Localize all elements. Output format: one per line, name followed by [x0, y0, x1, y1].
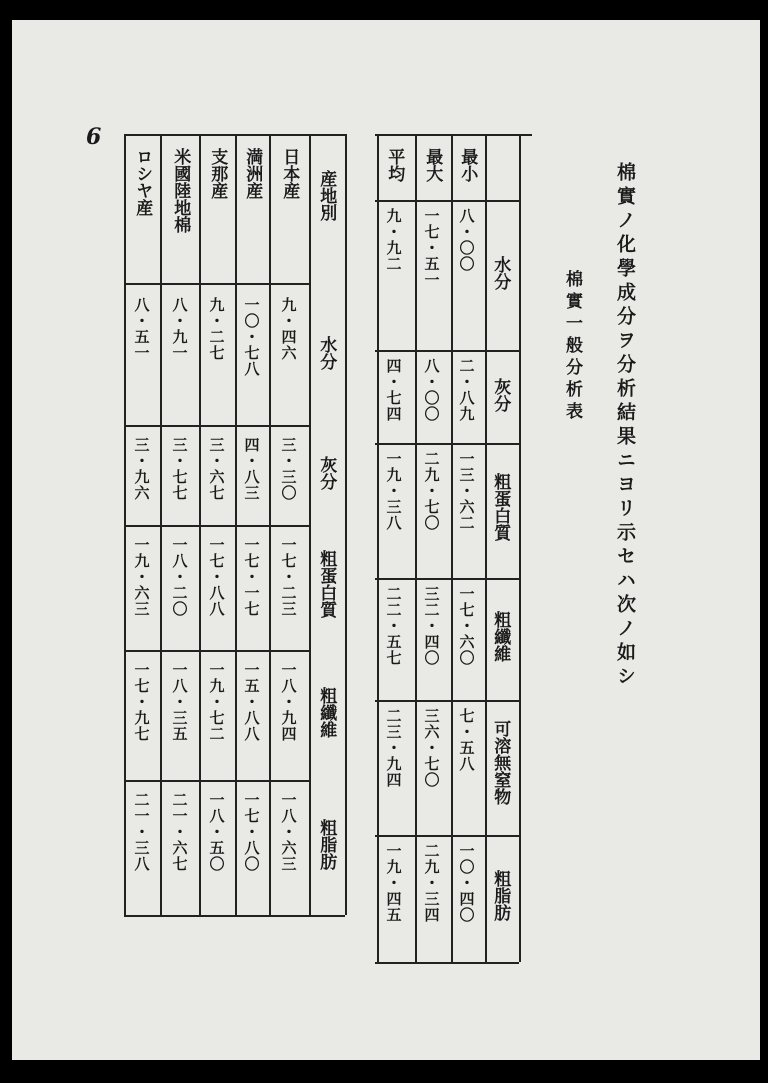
right-table-cell: 一七・六〇: [457, 586, 476, 666]
right-table-bottom-rule: [375, 962, 519, 964]
left-table-col-header: 粗纖維: [316, 686, 337, 738]
right-table-cell: 八・〇〇: [422, 358, 441, 422]
left-table-cell: 一七・八八: [207, 537, 226, 617]
left-table-row-header: 日本産: [279, 148, 300, 199]
right-table-row-rule: [375, 200, 519, 202]
left-table-cell: 三・七七: [170, 437, 189, 501]
right-table-separator: [485, 134, 487, 962]
left-table-cell: 四・八三: [242, 437, 261, 501]
right-table-separator: [519, 134, 521, 962]
left-table-cell: 一八・五〇: [207, 792, 226, 872]
right-table-cell: 二三・九四: [384, 708, 403, 788]
right-table-row-rule: [375, 835, 519, 837]
left-table-row-rule: [124, 283, 309, 285]
right-table-row-rule: [375, 350, 519, 352]
right-table-cell: 一〇・四〇: [457, 843, 476, 923]
right-table-col-header: 粗脂肪: [490, 870, 511, 921]
left-table-cell: 八・九一: [170, 297, 189, 361]
right-table-col-header: 粗纖維: [490, 610, 511, 662]
left-table-bottom-rule: [124, 915, 345, 917]
right-table-cell: 四・七四: [384, 358, 403, 422]
right-table-cell: 一七・五一: [422, 208, 441, 288]
right-table-cell: 二二・五七: [384, 586, 403, 666]
right-table-cell: 八・〇〇: [457, 208, 476, 272]
left-table-cell: 一八・九四: [279, 662, 298, 742]
left-table-cell: 一五・八八: [242, 662, 261, 742]
right-table-row-rule: [375, 443, 519, 445]
right-table-cell: 一三・六二: [457, 451, 476, 531]
left-table-corner-header: 産地別: [316, 170, 337, 221]
left-table-col-header: 粗蛋白質: [316, 549, 337, 618]
left-table-col-header: 水分: [316, 336, 337, 370]
left-table-cell: 九・二七: [207, 297, 226, 361]
left-table-row-rule: [124, 650, 309, 652]
right-table-col-header: 灰分: [490, 377, 511, 412]
left-table-cell: 三・三〇: [279, 437, 298, 501]
left-table-cell: 一七・一七: [242, 537, 261, 617]
right-table-cell: 九・九二: [384, 208, 403, 272]
left-table-row-header: ロシヤ産: [132, 148, 153, 216]
left-table-cell: 九・四六: [279, 297, 298, 361]
left-table-cell: 一九・六三: [132, 537, 151, 617]
left-table-row-header: 満洲産: [242, 148, 263, 199]
left-table-col-header: 粗脂肪: [316, 819, 337, 870]
right-table-row-rule: [375, 700, 519, 702]
left-table-cell: 一八・六三: [279, 792, 298, 872]
right-table-separator: [451, 134, 453, 962]
left-table-cell: 一八・二〇: [170, 537, 189, 617]
left-table-col-header: 灰分: [316, 456, 337, 490]
right-table-separator: [377, 134, 379, 962]
left-table-cell: 一〇・七八: [242, 297, 261, 377]
left-table-cell: 一七・二三: [279, 537, 298, 617]
table-subtitle: 棉實一般分析表: [562, 270, 582, 424]
right-table-row-header: 最大: [422, 148, 443, 182]
left-table-cell: 三・九六: [132, 437, 151, 501]
right-table-col-header: 可溶無窒物: [490, 720, 511, 805]
right-table-col-header: 粗蛋白質: [490, 472, 511, 541]
right-table-cell: 二九・三四: [422, 843, 441, 923]
right-table-cell: 一九・四五: [384, 843, 403, 923]
right-table-cell: 三二・四〇: [422, 586, 441, 666]
left-table-cell: 一七・八〇: [242, 792, 261, 872]
left-table-separator: [309, 134, 311, 915]
left-table-cell: 二一・三八: [132, 792, 151, 872]
right-table-row-header: 最小: [457, 148, 478, 182]
left-table-cell: 一九・七二: [207, 662, 226, 742]
right-table-cell: 一九・三八: [384, 451, 403, 531]
right-table-row-header: 平均: [384, 148, 405, 182]
left-table-cell: 一七・九七: [132, 662, 151, 742]
right-table-cell: 七・五八: [457, 708, 476, 772]
left-table-cell: 三・六七: [207, 437, 226, 501]
left-table-cell: 一八・三五: [170, 662, 189, 742]
right-table-cell: 二九・七〇: [422, 451, 441, 531]
left-table-row-rule: [124, 780, 309, 782]
right-table-row-rule: [375, 578, 519, 580]
right-table-col-header: 水分: [490, 256, 511, 290]
left-table-row-rule: [124, 525, 309, 527]
right-table-cell: 二・八九: [457, 358, 476, 422]
left-table-row-header: 支那産: [207, 148, 228, 199]
page-number: 6: [86, 124, 102, 150]
left-table-cell: 二一・六七: [170, 792, 189, 872]
left-table-row-header: 米國陸地棉: [170, 148, 191, 233]
right-table-cell: 三六・七〇: [422, 708, 441, 788]
left-table-cell: 八・五一: [132, 297, 151, 361]
left-table-row-rule: [124, 425, 309, 427]
left-table-separator: [345, 134, 347, 915]
right-table-separator: [415, 134, 417, 962]
right-table-top-rule: [375, 134, 532, 136]
page-title: 棉實ノ化學成分ヲ分析結果ニヨリ示セハ次ノ如シ: [614, 162, 636, 690]
